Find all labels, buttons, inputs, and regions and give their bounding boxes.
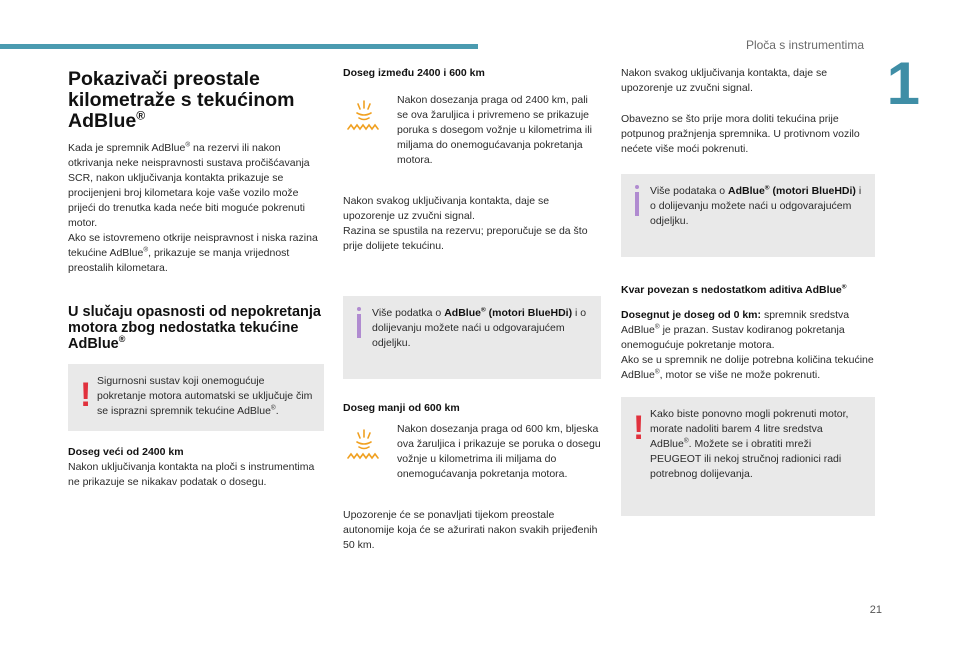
column-right (621, 66, 875, 516)
reserve-text: Razina se spustila na rezervu; preporučuje se da što prije dolijete tekućinu. (343, 225, 588, 252)
warning-box (68, 364, 324, 431)
page-title: Pokazivači preostale kilometraže s tekućinom AdBlue® (68, 68, 295, 132)
warning-icon: ! (633, 409, 645, 447)
column-middle (343, 66, 601, 553)
page-number: 21 (869, 604, 882, 616)
warning-text: Sigurnosni sustav koji onemogućuje pokretanje motora automatski se uključuje čim se isprazni spremnik tekućine AdBlue®. (97, 375, 313, 417)
adblue-warning-lamp-icon (347, 428, 381, 464)
header-accent-bar (0, 44, 478, 49)
adblue-warning-item-1 (343, 93, 601, 168)
info-text: Više podatka o AdBlue® (motori BlueHDi) i o dolijevanju možete naći u odgovarajućem odjeljku. (372, 306, 587, 349)
range-heading-600: Doseg manji od 600 km (343, 402, 460, 414)
column-left (68, 66, 324, 490)
range-text-1: Nakon dosezanja praga od 2400 km, pali se ova žaruljica i privremeno se prikazuje poruka s dosegom vožnje u kilometrima ili miljama do onemogućavanja pokretanja motora. (397, 94, 592, 166)
refill-text: Obavezno se što prije mora doliti tekućina prije potpunog pražnjenja spremnika. U protivnom vozilo nećete više moći pokrenuti. (621, 113, 860, 155)
warning-box-2 (621, 397, 875, 516)
warning-text-2: Kako biste ponovno mogli pokrenuti motor, morate nadoliti barem 4 litre sredstva AdBlue®. Možete se i obratiti mreži PEUGEOT ili nekoj stručnoj radionici radi potrebnog dolijevanja. (650, 408, 849, 480)
adblue-warning-lamp-icon (347, 99, 381, 135)
intro-paragraph: Kada je spremnik AdBlue® na rezervi ili nakon otkrivanja neke neispravnosti sustava pročišćavanja SCR, nakon uključivanja kontakta prikazuje se procijenjeni broj kilometara koje vaše vozilo može prijeći do trenutka kada neće biti moguće pokrenuti motor. Ako se istovremeno otkrije neispravnost i niska razina tekućine AdBlue®, prikazuje se manja vrijednost preostalih kilometara. (68, 141, 318, 274)
range-heading-2400-600: Doseg između 2400 i 600 km (343, 67, 485, 79)
fault-heading: Kvar povezan s nedostatkom aditiva AdBlue® (621, 283, 847, 296)
info-box-2 (621, 174, 875, 257)
repeat-warning-text: Upozorenje će se ponavljati tijekom preostale autonomije koja će se ažurirati nakon svakih prijeđenih 50 km. (343, 509, 598, 551)
adblue-warning-item-2 (343, 422, 601, 482)
info-text-2: Više podataka o AdBlue® (motori BlueHDi) i o dolijevanju možete naći u odgovarajućem odjeljku. (650, 184, 862, 227)
range-heading: Doseg veći od 2400 km (68, 446, 184, 458)
sound-warning-text: Nakon svakog uključivanja kontakta, daje se upozorenje uz zvučni signal. (343, 195, 550, 222)
info-box (343, 296, 601, 379)
chapter-number: 1 (886, 50, 920, 117)
warning-icon: ! (80, 376, 92, 414)
zero-range-text: Dosegnut je doseg od 0 km: spremnik sredstva AdBlue® je prazan. Sustav kodiranog pokretanja onemogućuje pokretanje motora. (621, 309, 850, 351)
section-title: U slučaju opasnosti od nepokretanja motora zbog nedostatka tekućine AdBlue® (68, 304, 321, 352)
range-text-2: Nakon dosezanja praga od 600 km, bljeska ova žaruljica i prikazuje se poruka o dosegu vožnje u kilometrima ili miljama do onemogućavanja pokretanja motora. (397, 423, 601, 480)
sound-warning-text-2: Nakon svakog uključivanja kontakta, daje se upozorenje uz zvučni signal. (621, 67, 828, 94)
no-start-text: Ako se u spremnik ne dolije potrebna količina tekućine AdBlue®, motor se više ne može pokrenuti. (621, 354, 874, 381)
section-header-title: Ploča s instrumentima (745, 38, 864, 52)
info-icon (357, 307, 361, 345)
info-icon (635, 185, 639, 223)
range-text: Nakon uključivanja kontakta na ploči s instrumentima ne prikazuje se nikakav podatak o dosegu. (68, 461, 315, 488)
